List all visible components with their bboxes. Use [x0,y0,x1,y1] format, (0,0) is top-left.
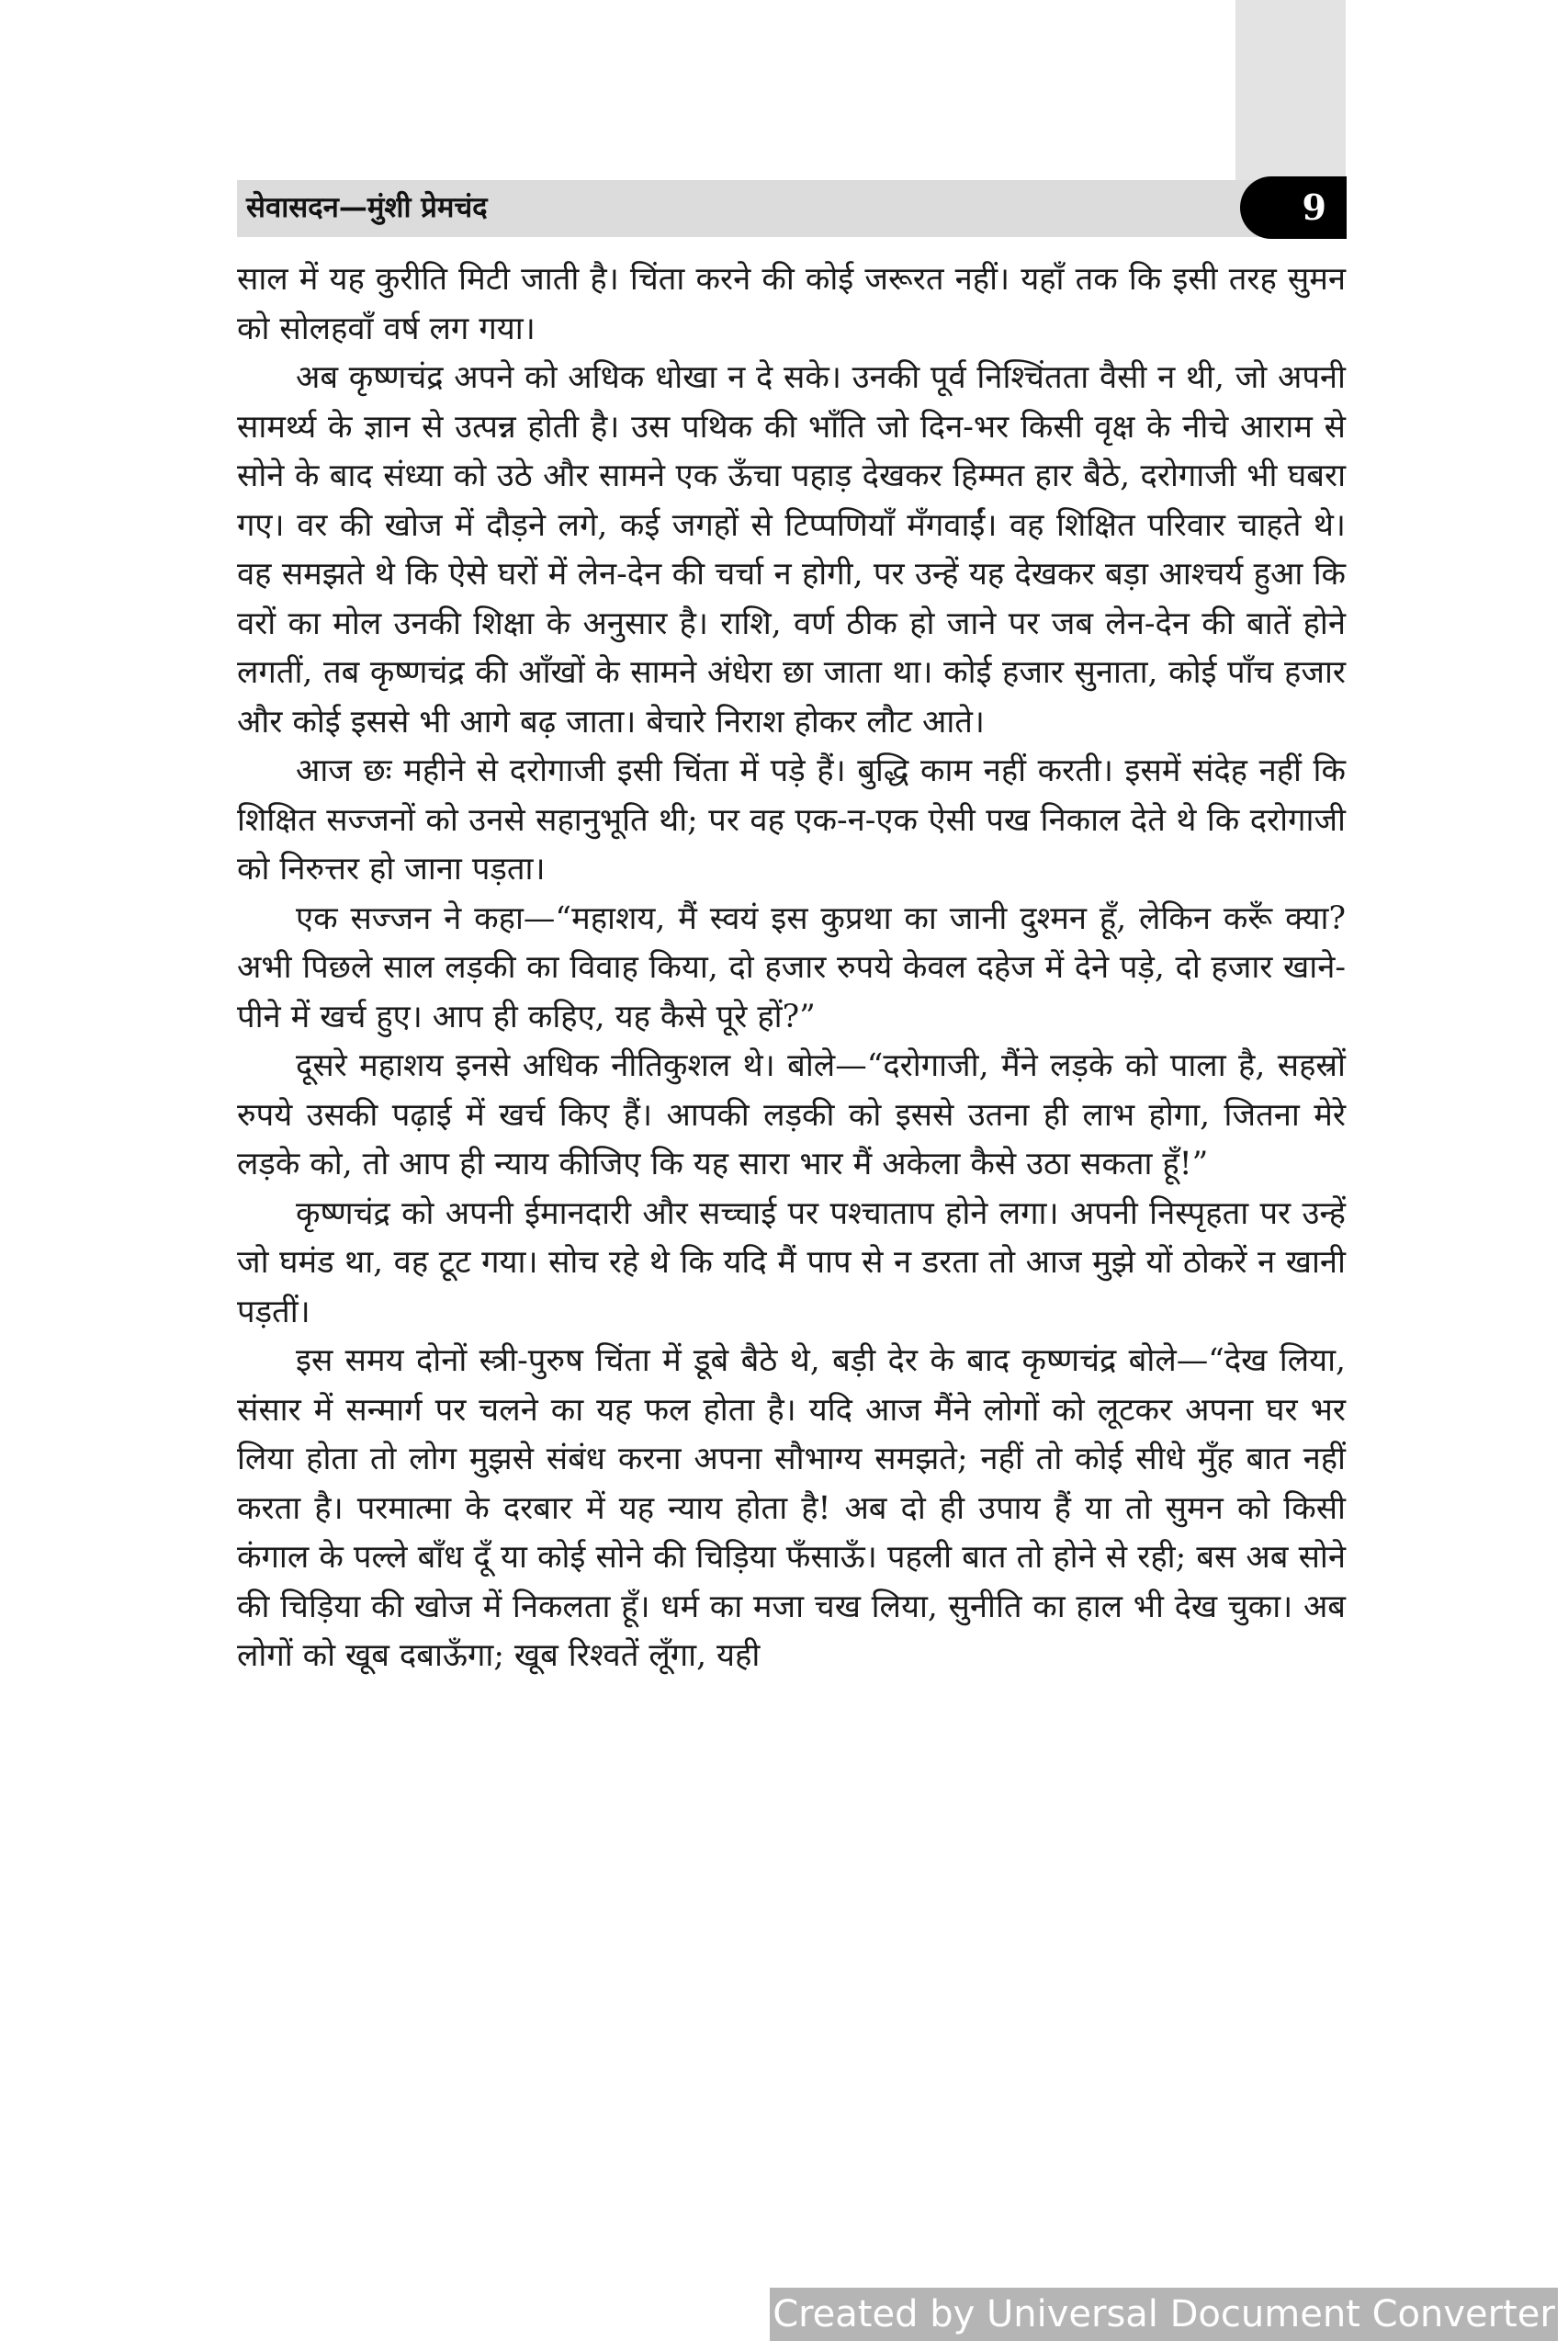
paragraph: साल में यह कुरीति मिटी जाती है। चिंता करने की कोई जरूरत नहीं। यहाँ तक कि इसी तरह सुमन को सोलहवाँ वर्ष लग गया। [237,261,1346,347]
page-number-tab [1240,176,1347,239]
paragraph: अब कृष्णचंद्र अपने को अधिक धोखा न दे सके। उनकी पूर्व निश्चिंतता वैसी न थी, जो अपनी सामर्थ्य के ज्ञान से उत्पन्न होती है। उस पथिक की भाँति जो दिन-भर किसी वृक्ष के नीचे आराम से सोने के बाद संध्या को उठे और सामने एक ऊँचा पहाड़ देखकर हिम्मत हार बैठे, दरोगाजी भी घबरा गए। वर की खोज में दौड़ने लगे, कई जगहों से टिप्पणियाँ मँगवाईं। वह शिक्षित परिवार चाहते थे। वह समझते थे कि ऐसे घरों में लेन-देन की चर्चा न होगी, पर उन्हें यह देखकर बड़ा आश्चर्य हुआ कि वरों का मोल उनकी शिक्षा के अनुसार है। राशि, वर्ण ठीक हो जाने पर जब लेन-देन की बातें होने लगतीं, तब कृष्णचंद्र की आँखों के सामने अंधेरा छा जाता था। कोई हजार सुनाता, कोई पाँच हजार और कोई इससे भी आगे बढ़ जाता। बेचारे निराश होकर लौट आते। [237,359,1346,741]
paragraph: आज छः महीने से दरोगाजी इसी चिंता में पड़े हैं। बुद्धि काम नहीं करती। इसमें संदेह नहीं कि शिक्षित सज्जनों को उनसे सहानुभूति थी; पर वह एक-न-एक ऐसी पख निकाल देते थे कि दरोगाजी को निरुत्तर हो जाना पड़ता। [237,752,1346,888]
paragraph: एक सज्जन ने कहा—“महाशय, मैं स्वयं इस कुप्रथा का जानी दुश्मन हूँ, लेकिन करूँ क्या? अभी पिछले साल लड़की का विवाह किया, दो हजार रुपये केवल दहेज में देने पड़े, दो हजार खाने-पीने में खर्च हुए। आप ही कहिए, यह कैसे पूरे हों?” [237,899,1346,1035]
paragraph: दूसरे महाशय इनसे अधिक नीतिकुशल थे। बोले—“दरोगाजी, मैंने लड़के को पाला है, सहस्रों रुपये उसकी पढ़ाई में खर्च किए हैं। आपकी लड़की को इससे उतना ही लाभ होगा, जितना मेरे लड़के को, तो आप ही न्याय कीजिए कि यह सारा भार मैं अकेला कैसे उठा सकता हूँ!” [237,1047,1346,1182]
converter-watermark: Created by Universal Document Converter [770,2288,1558,2341]
running-header-title: सेवासदन—मुंशी प्रेमचंद [246,191,488,224]
paragraph: कृष्णचंद्र को अपनी ईमानदारी और सच्चाई पर पश्चाताप होने लगा। अपनी निस्पृहता पर उन्हें जो घमंड था, वह टूट गया। सोच रहे थे कि यदि मैं पाप से न डरता तो आज मुझे यों ठोकरें न खानी पड़तीं। [237,1194,1346,1330]
body-text [237,255,1346,1681]
page-number: 9 [1302,187,1326,228]
paragraph: इस समय दोनों स्त्री-पुरुष चिंता में डूबे बैठे थे, बड़ी देर के बाद कृष्णचंद्र बोले—“देख लिया, संसार में सन्मार्ग पर चलने का यह फल होता है। यदि आज मैंने लोगों को लूटकर अपना घर भर लिया होता तो लोग मुझसे संबंध करना अपना सौभाग्य समझते; नहीं तो कोई सीधे मुँह बात नहीं करता है। परमात्मा के दरबार में यह न्याय होता है! अब दो ही उपाय हैं या तो सुमन को किसी कंगाल के पल्ले बाँध दूँ या कोई सोने की चिड़िया फँसाऊँ। पहली बात तो होने से रही; बस अब सोने की चिड़िया की खोज में निकलता हूँ। धर्म का मजा चख लिया, सुनीति का हाल भी देख चुका। अब लोगों को खूब दबाऊँगा; खूब रिश्वतें लूँगा, यही [237,1342,1346,1674]
